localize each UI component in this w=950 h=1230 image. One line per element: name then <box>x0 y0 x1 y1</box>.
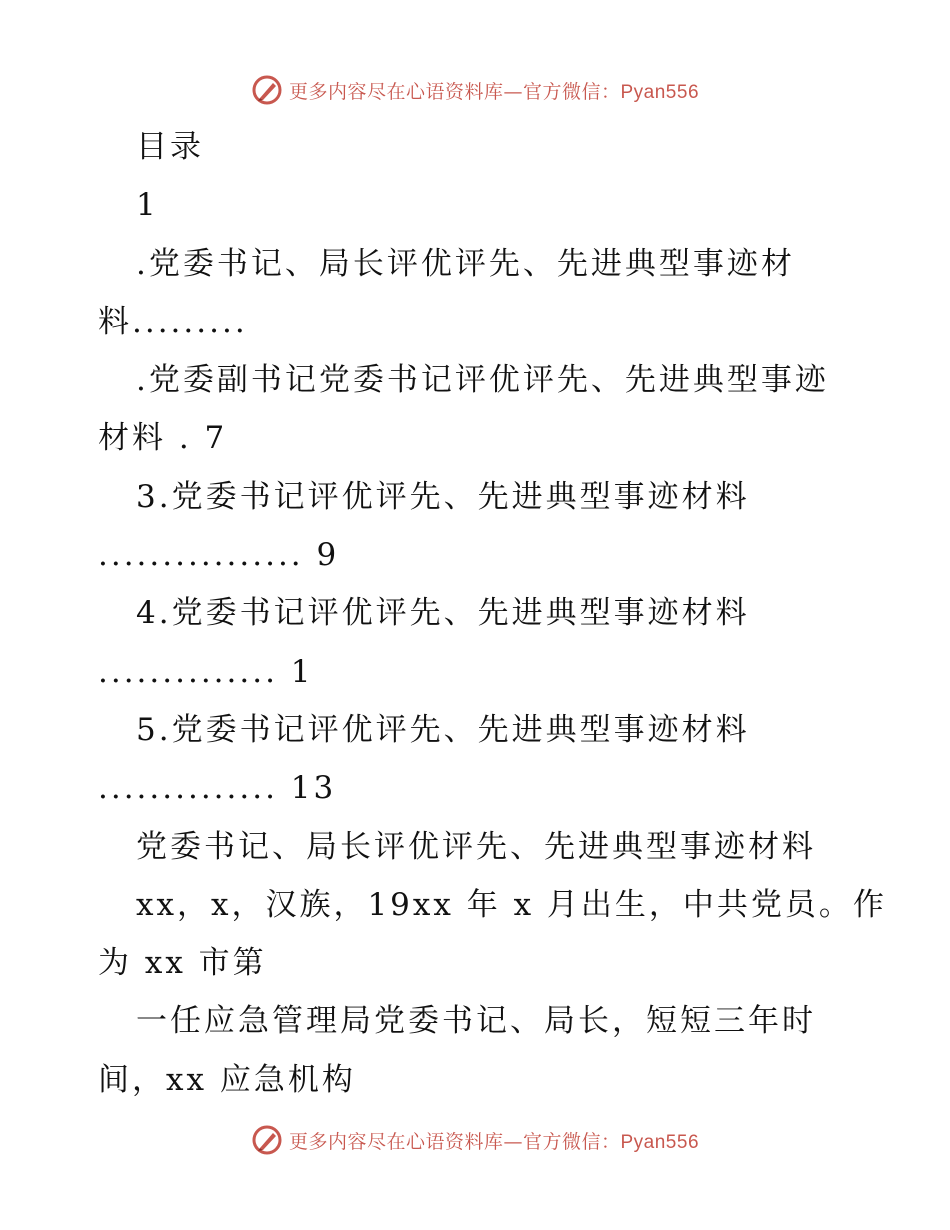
pen-logo-icon <box>251 1124 283 1156</box>
toc-entry-1: .党委书记、局长评优评先、先进典型事迹材 <box>136 245 795 282</box>
toc-entry-3-leader: ................ 9 <box>98 537 340 574</box>
body-paragraph-line: 为 xx 市第 <box>98 945 267 982</box>
pen-logo-icon <box>251 74 283 106</box>
toc-title: 目录 <box>136 129 204 165</box>
toc-entry-4: 4.党委书记评优评先、先进典型事迹材料 <box>136 595 750 632</box>
watermark-text: 更多内容尽在心语资料库—官方微信：Pyan556 <box>288 80 700 103</box>
toc-entry-2-leader: 材料 . 7 <box>98 420 228 457</box>
section-heading: 党委书记、局长评优评先、先进典型事迹材料 <box>136 828 816 865</box>
toc-entry-1-leader: 料......... <box>98 303 248 340</box>
footer-watermark-banner <box>0 1120 950 1160</box>
toc-entry-5: 5.党委书记评优评先、先进典型事迹材料 <box>136 711 750 748</box>
toc-entry-2: .党委副书记党委书记评优评先、先进典型事迹 <box>136 362 829 399</box>
toc-number: 1 <box>136 187 159 224</box>
body-paragraph-line: 一任应急管理局党委书记、局长，短短三年时 <box>136 1003 816 1040</box>
toc-entry-4-leader: .............. 1 <box>98 653 314 690</box>
document-body <box>98 118 887 1109</box>
toc-entry-3: 3.党委书记评优评先、先进典型事迹材料 <box>136 478 750 515</box>
body-paragraph-line: 间，xx 应急机构 <box>98 1061 356 1098</box>
header-watermark-banner <box>0 70 950 110</box>
body-paragraph-line: xx，x，汉族，19xx 年 x 月出生，中共党员。作 <box>136 886 887 923</box>
toc-entry-5-leader: .............. 13 <box>98 770 337 807</box>
watermark-text: 更多内容尽在心语资料库—官方微信：Pyan556 <box>288 1130 700 1153</box>
